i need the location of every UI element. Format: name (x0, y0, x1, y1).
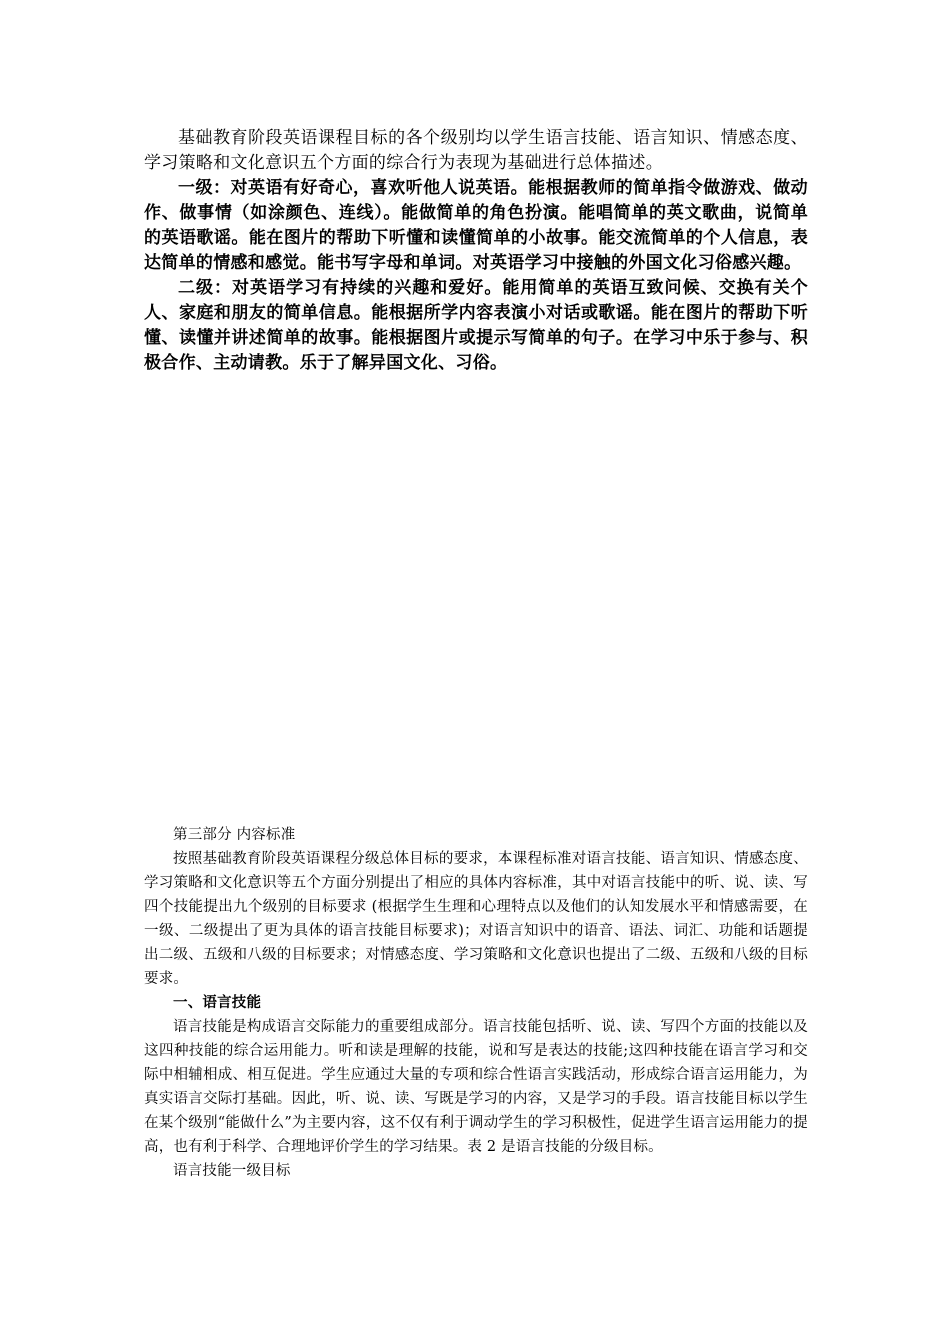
content-standard-paragraph: 按照基础教育阶段英语课程分级总体目标的要求，本课程标准对语言技能、语言知识、情感态度、学习策略和文化意识等五个方面分别提出了相应的具体内容标准，其中对语言技能中的听、说、读、写四个技能提出九个级别的目标要求 (根据学生生理和心理特点以及他们的认知发展水平和情感需要，在一级、二级提出了更为具体的语言技能目标要求)；对语言知识中的语音、语法、词汇、功能和话题提出二级、五级和八级的目标要求；对情感态度、学习策略和文化意识也提出了二级、五级和八级的目标要求。 (144, 851, 808, 987)
subheading: 语言技能一级目标 (173, 1163, 291, 1179)
language-skills-paragraph: 语言技能是构成语言交际能力的重要组成部分。语言技能包括听、说、读、写四个方面的技能以及这四种技能的综合运用能力。听和读是理解的技能，说和写是表达的技能;这四种技能在语言学习和交际中相辅相成、相互促进。学生应通过大量的专项和综合性语言实践活动，形成综合语言运用能力，为真实语言交际打基础。因此，听、说、读、写既是学习的内容，又是学习的手段。语言技能目标以学生在某个级别“能做什么”为主要内容，这不仅有利于调动学生的学习积极性，促进学生语言运用能力的提高，也有利于科学、合理地评价学生的学习结果。表 2 是语言技能的分级目标。 (144, 1019, 808, 1155)
intro-paragraph: 基础教育阶段英语课程目标的各个级别均以学生语言技能、语言知识、情感态度、学习策略和文化意识五个方面的综合行为表现为基础进行总体描述。 (144, 128, 808, 173)
lower-text-block (144, 823, 808, 1183)
section-heading: 一、语言技能 (173, 995, 262, 1011)
level-two-paragraph: 二级：对英语学习有持续的兴趣和爱好。能用简单的英语互致问候、交换有关个人、家庭和朋友的简单信息。能根据所学内容表演小对话或歌谣。能在图片的帮助下听懂、读懂并讲述简单的故事。能根据图片或提示写简单的句子。在学习中乐于参与、积极合作、主动请教。乐于了解异国文化、习俗。 (144, 278, 808, 373)
part-title: 第三部分 内容标准 (173, 827, 296, 843)
upper-text-block (144, 126, 808, 376)
level-one-paragraph: 一级：对英语有好奇心，喜欢听他人说英语。能根据教师的简单指令做游戏、做动作、做事情（如涂颜色、连线）。能做简单的角色扮演。能唱简单的英文歌曲，说简单的英语歌谣。能在图片的帮助下听懂和读懂简单的小故事。能交流简单的个人信息，表达简单的情感和感觉。能书写字母和单词。对英语学习中接触的外国文化习俗感兴趣。 (144, 178, 808, 273)
